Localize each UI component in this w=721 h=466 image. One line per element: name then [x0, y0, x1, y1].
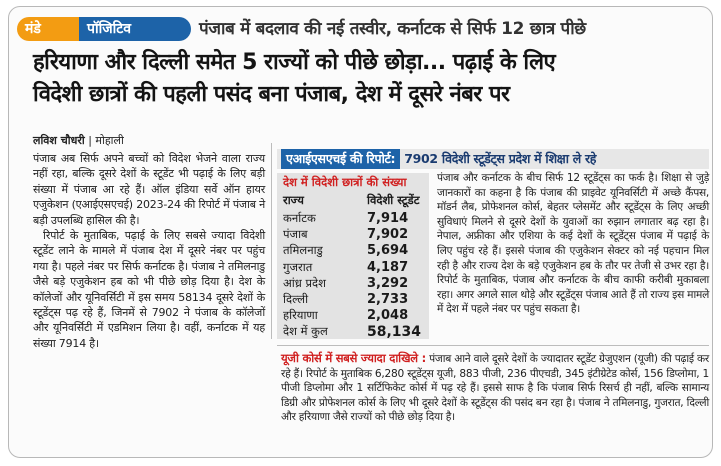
- cell-state: कर्नाटक: [283, 211, 316, 225]
- table-row: [283, 243, 423, 259]
- section-badge: [17, 17, 191, 41]
- cell-state: हरियाणा: [283, 308, 318, 323]
- cell-count: 7,914: [367, 211, 409, 226]
- byline-place: मोहाली: [95, 134, 124, 147]
- badge-monday: मंडे: [17, 17, 79, 41]
- news-clipping: [8, 6, 713, 458]
- paragraph: पंजाब अब सिर्फ अपने बच्चों को विदेश भेजने वाला राज्य नहीं रहा, बल्कि दूसरे देशों के स्टूडेंट भी पढ़ाई के लिए बड़ी संख्या में पंजाब आ रहे हैं। ऑल इंडिया सर्वे ऑन हायर एजुकेशन (एआईएसएचई) 2023-24 की रिपोर्ट में पंजाब ने बड़ी उपलब्धि हासिल की है।: [33, 152, 265, 227]
- header-count: विदेशी स्टूडेंट: [367, 193, 420, 207]
- table-row: [283, 308, 423, 324]
- cell-count: 58,134: [367, 324, 422, 341]
- main-headline: [33, 47, 709, 111]
- body-column-2: पंजाब और कर्नाटक के बीच सिर्फ 12 स्टूडेंट्स का फर्क है। शिक्षा से जुड़े जानकारों का कहना है कि पंजाब की प्राइवेट यूनिवर्सिटी में अच्छे कैंपस, मॉडर्न लैब, प्रोफेशनल कोर्स, बेहतर प्लेसमेंट और स्टूडेंट्स के लिए अच्छी सुविधाएं मिलने से दूसरे देशों के युवाओं का रुझान लगातार बढ़ रहा है। नेपाल, अफ्रीका और एशिया के कई देशों के स्टूडेंट्स पंजाब में पढ़ाई के लिए पहुंच रहे हैं। इससे पंजाब की एजुकेशन सेक्टर को नई पहचान मिल रही है और राज्य देश के बड़े एजुकेशन हब के तौर पर तेजी से उभर रहा है। रिपोर्ट के मुताबिक, पंजाब और कर्नाटक के बीच काफी करीबी मुकाबला रहा। अगर अगले साल थोड़े और स्टूडेंट्स पंजाब आते हैं तो राज्य इस मामले में देश में पहले नंबर पर पहुंच सकता है।: [437, 172, 709, 316]
- cell-count: 2,048: [367, 308, 409, 324]
- kicker-headline: पंजाब में बदलाव की नई तस्वीर, कर्नाटक से सिर्फ 12 छात्र पीछे: [199, 19, 586, 39]
- cell-count: 7,902: [367, 227, 409, 243]
- cell-count: 3,292: [367, 275, 409, 291]
- foreign-students-table: [277, 173, 429, 339]
- report-bar: [277, 149, 709, 169]
- headline-line-1: हरियाणा और दिल्ली समेत 5 राज्यों को पीछे छोड़ा... पढ़ाई के लिए: [33, 50, 556, 75]
- cell-state: दिल्ली: [283, 292, 309, 306]
- report-label: एआईएसएचई की रिपोर्ट:: [281, 149, 400, 169]
- table-row: [283, 292, 423, 308]
- table-row: [283, 211, 423, 227]
- cell-state: आंध्र प्रदेश: [283, 275, 326, 290]
- header-state: राज्य: [283, 193, 304, 207]
- cell-count: 4,187: [367, 259, 409, 275]
- top-banner: [17, 17, 707, 43]
- badge-positive: पॉजिटिव: [71, 17, 191, 41]
- headline-line-2: विदेशी छात्रों की पहली पसंद बना पंजाब, देश में दूसरे नंबर पर: [33, 82, 510, 107]
- cell-state: गुजरात: [283, 259, 313, 274]
- paragraph: रिपोर्ट के मुताबिक, पढ़ाई के लिए सबसे ज्यादा विदेशी स्टूडेंट लाने के मामले में पंजाब देश में दूसरे नंबर पर पहुंच गया है। पहले नंबर पर सिर्फ कर्नाटक है। पंजाब ने तमिलनाडु जैसे बड़े एजुकेशन हब को भी पीछे छोड़ दिया है। देश के कॉलेजों और यूनिवर्सिटी में इस समय 58134 दूसरे देशों के स्टूडेंट्स पढ़ रहे हैं, जिनमें से 7902 ने पंजाब के कॉलेजों और यूनिवर्सिटी में एडमिशन लिया है। वहीं, कर्नाटक में यह संख्या 7914 है।: [33, 229, 265, 350]
- cell-state: पंजाब: [283, 227, 308, 242]
- cell-count: 5,694: [367, 243, 409, 259]
- section-divider: [277, 345, 709, 346]
- table-row: [283, 276, 423, 292]
- byline-author: लविश चौधरी: [33, 134, 85, 147]
- byline-separator: |: [88, 134, 92, 147]
- body-section-2: [281, 351, 709, 425]
- table-row: [283, 324, 423, 340]
- report-text: 7902 विदेशी स्टूडेंट्स प्रदेश में शिक्षा ले रहे: [404, 151, 597, 166]
- section-text: पंजाब आने वाले दूसरे देशों के ज्यादातर स्टूडेंट ग्रेजुएशन (यूजी) की पढ़ाई कर रहे हैं। रिपोर्ट के मुताबिक 6,280 स्टूडेंट्स यूजी, 883 पीजी, 236 पीएचडी, 345 इंटीग्रेटेड कोर्स, 156 डिप्लोमा, 1 पीजी डिप्लोमा और 1 सर्टिफिकेट कोर्स में पढ़ रहे हैं। इससे साफ है कि पंजाब सिर्फ रिसर्च ही नहीं, बल्कि सामान्य डिग्री और प्रोफेशनल कोर्स के लिए भी दूसरे देशों के स्टूडेंट्स की पसंद बन रहा है। पंजाब ने तमिलनाडु, गुजरात, दिल्ली और हरियाणा जैसे राज्यों को पीछे छोड़ दिया है।: [281, 353, 710, 424]
- column-divider: [271, 143, 272, 339]
- cell-state: तमिलनाडु: [283, 243, 323, 258]
- table-row: [283, 260, 423, 276]
- cell-count: 2,733: [367, 292, 409, 307]
- section-subhead: यूजी कोर्स में सबसे ज्यादा दाखिले :: [281, 351, 426, 365]
- body-column-1: [33, 151, 265, 351]
- byline: [33, 133, 124, 148]
- table-title: देश में विदेशी छात्रों की संख्या: [283, 175, 407, 189]
- table-row: [283, 227, 423, 243]
- cell-state: देश में कुल: [283, 324, 328, 339]
